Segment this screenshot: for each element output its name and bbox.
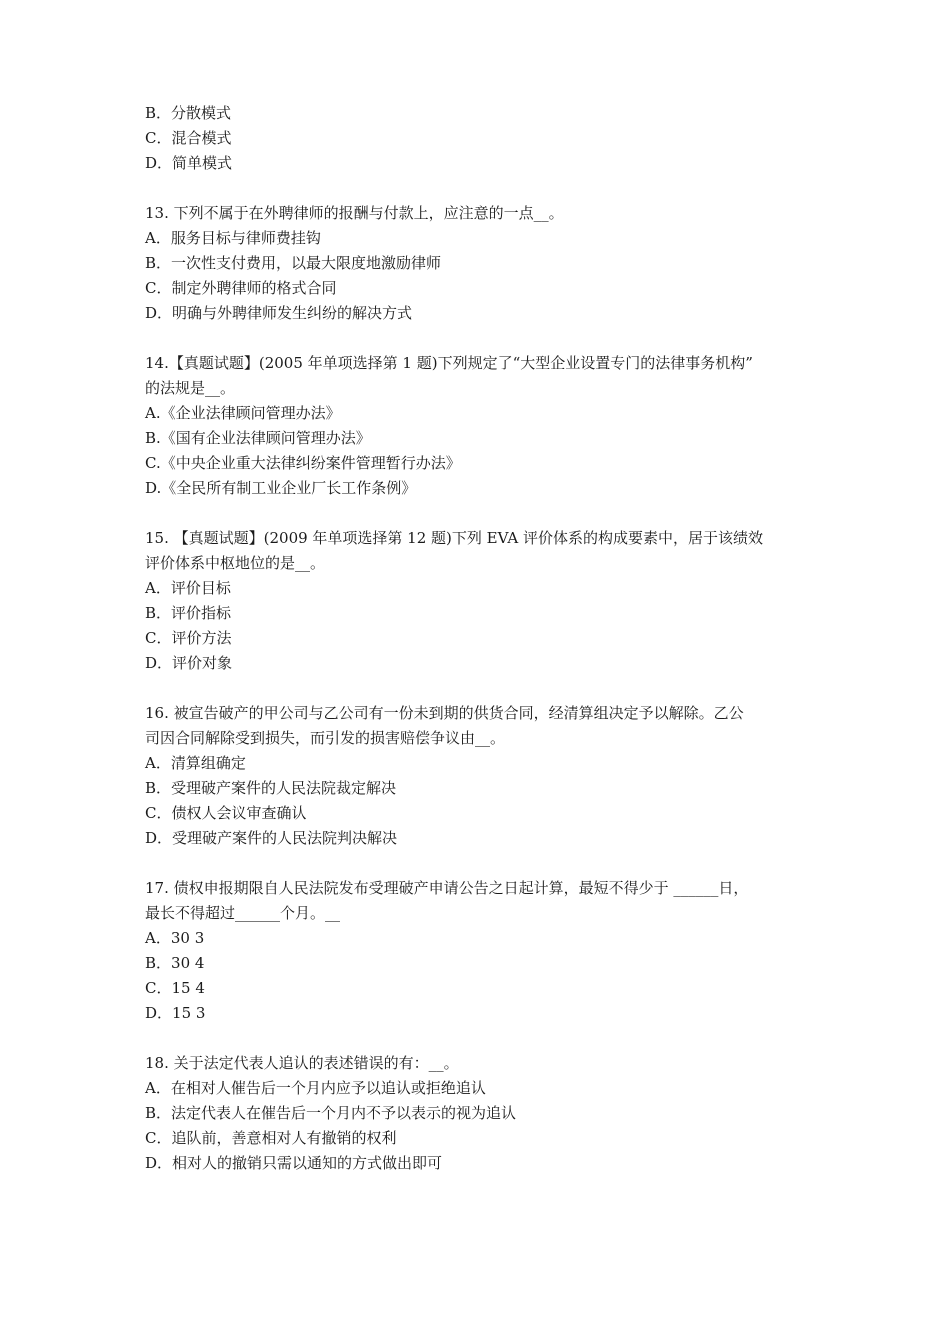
option-line: C．评价方法 xyxy=(145,629,232,647)
option-line: B.《国有企业法律顾问管理办法》 xyxy=(145,429,371,447)
option-line: A．30 3 xyxy=(145,929,205,947)
option-line: B．评价指标 xyxy=(145,604,232,622)
option-line: B．法定代表人在催告后一个月内不予以表示的视为追认 xyxy=(145,1104,517,1122)
option-line: C．债权人会议审查确认 xyxy=(145,804,307,822)
question-16 xyxy=(145,701,825,851)
option-line: B．受理破产案件的人民法院裁定解决 xyxy=(145,779,397,797)
option-line: D．相对人的撤销只需以通知的方式做出即可 xyxy=(145,1154,443,1172)
option-line: D．评价对象 xyxy=(145,654,233,672)
question-15 xyxy=(145,526,825,676)
option-line: C．15 4 xyxy=(145,979,205,997)
document-page xyxy=(145,101,825,1176)
option-line: B．30 4 xyxy=(145,954,205,972)
question-18 xyxy=(145,1051,825,1176)
option-line: D．简单模式 xyxy=(145,154,233,172)
top-options xyxy=(145,101,825,176)
option-line: D.《全民所有制工业企业厂长工作条例》 xyxy=(145,479,417,497)
question-stem: 的法规是__。 xyxy=(145,379,236,397)
option-line: C．制定外聘律师的格式合同 xyxy=(145,279,337,297)
question-13 xyxy=(145,201,825,326)
option-line: D．受理破产案件的人民法院判决解决 xyxy=(145,829,398,847)
question-stem: 最长不得超过______个月。__ xyxy=(145,904,341,922)
option-line: A.《企业法律顾问管理办法》 xyxy=(145,404,341,422)
question-stem: 18. 关于法定代表人追认的表述错误的有：__。 xyxy=(145,1054,459,1072)
option-line: A．清算组确定 xyxy=(145,754,246,772)
option-line: B．一次性支付费用，以最大限度地激励律师 xyxy=(145,254,442,272)
option-line: D．明确与外聘律师发生纠纷的解决方式 xyxy=(145,304,413,322)
option-line: D．15 3 xyxy=(145,1004,206,1022)
option-line: A．服务目标与律师费挂钩 xyxy=(145,229,321,247)
question-17 xyxy=(145,876,825,1026)
question-stem: 14.【真题试题】(2005 年单项选择第 1 题)下列规定了“大型企业设置专门的法律事务机构” xyxy=(145,354,753,372)
question-stem: 司因合同解除受到损失，而引发的损害赔偿争议由__。 xyxy=(145,729,506,747)
option-line: A．评价目标 xyxy=(145,579,231,597)
question-stem: 17. 债权申报期限自人民法院发布受理破产申请公告之日起计算，最短不得少于 ______日， xyxy=(145,879,749,897)
question-14 xyxy=(145,351,825,501)
question-stem: 评价体系中枢地位的是__。 xyxy=(145,554,326,572)
option-line: C．追队前，善意相对人有撤销的权利 xyxy=(145,1129,397,1147)
option-line: A．在相对人催告后一个月内应予以追认或拒绝追认 xyxy=(145,1079,486,1097)
question-stem: 15. 【真题试题】(2009 年单项选择第 12 题)下列 EVA 评价体系的构成要素中，居于该绩效 xyxy=(145,529,764,547)
option-line: C．混合模式 xyxy=(145,129,232,147)
question-stem: 13. 下列不属于在外聘律师的报酬与付款上，应注意的一点__。 xyxy=(145,204,564,222)
question-stem: 16. 被宣告破产的甲公司与乙公司有一份未到期的供货合同，经清算组决定予以解除。乙公 xyxy=(145,704,744,722)
option-line: C.《中央企业重大法律纠纷案件管理暂行办法》 xyxy=(145,454,461,472)
option-line: B．分散模式 xyxy=(145,104,232,122)
